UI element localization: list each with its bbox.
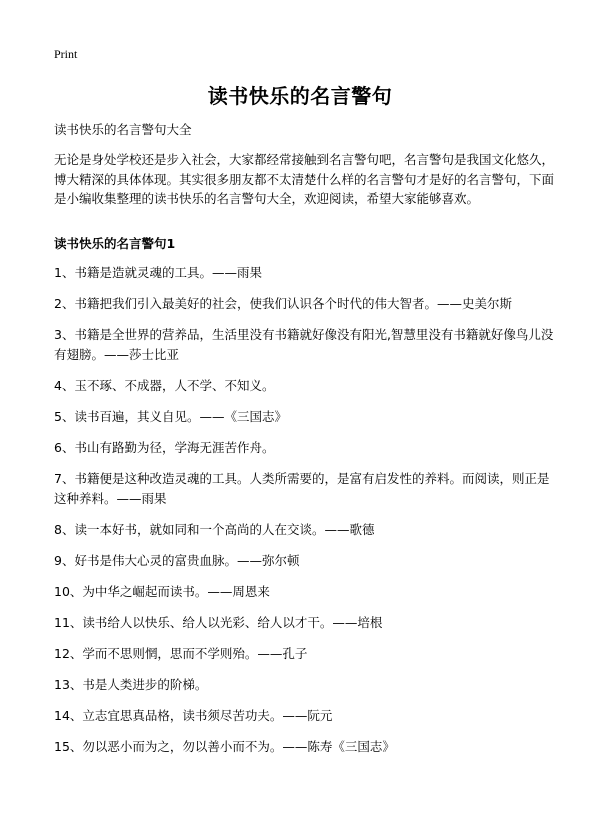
page-subtitle: 读书快乐的名言警句大全 — [54, 122, 192, 137]
print-link[interactable]: Print — [54, 47, 78, 61]
quote-item: 12、学而不思则惘，思而不学则殆。——孔子 — [54, 646, 308, 661]
quote-item: 15、勿以恶小而为之，勿以善小而不为。——陈寿《三国志》 — [54, 739, 395, 754]
section-heading: 读书快乐的名言警句1 — [54, 236, 176, 251]
page-title: 读书快乐的名言警句 — [207, 84, 393, 108]
quote-item: 11、读书给人以快乐、给人以光彩、给人以才干。——培根 — [54, 615, 383, 630]
quote-item: 13、书是人类进步的阶梯。 — [54, 677, 208, 692]
quote-list — [54, 263, 554, 768]
intro-paragraph: 无论是身处学校还是步入社会，大家都经常接触到名言警句吧，名言警句是我国文化悠久，博大精深的具体体现。其实很多朋友都不太清楚什么样的名言警句才是好的名言警句，下面是小编收集整理的读书快乐的名言警句大全，欢迎阅读，希望大家能够喜欢。 — [54, 152, 555, 206]
quote-item: 3、书籍是全世界的营养品，生活里没有书籍就好像没有阳光,智慧里没有书籍就好像鸟儿没有翅膀。——莎士比亚 — [54, 327, 554, 362]
quote-item: 6、书山有路勤为径，学海无涯苦作舟。 — [54, 440, 275, 455]
quote-item: 2、书籍把我们引入最美好的社会，使我们认识各个时代的伟大智者。——史美尔斯 — [54, 296, 512, 311]
quote-item: 7、书籍便是这种改造灵魂的工具。人类所需要的，是富有启发性的养料。而阅读，则正是这种养料。——雨果 — [54, 471, 550, 506]
quote-item: 5、读书百遍，其义自见。——《三国志》 — [54, 409, 287, 424]
quote-item: 14、立志宜思真品格，读书须尽苦功夫。——阮元 — [54, 708, 333, 723]
quote-item: 9、好书是伟大心灵的富贵血脉。——弥尔顿 — [54, 553, 300, 568]
quote-item: 4、玉不琢、不成器，人不学、不知义。 — [54, 378, 275, 393]
quote-item: 1、书籍是造就灵魂的工具。——雨果 — [54, 265, 262, 280]
quote-item: 8、读一本好书，就如同和一个高尚的人在交谈。——歌德 — [54, 522, 375, 537]
quote-item: 10、为中华之崛起而读书。——周恩来 — [54, 584, 270, 599]
